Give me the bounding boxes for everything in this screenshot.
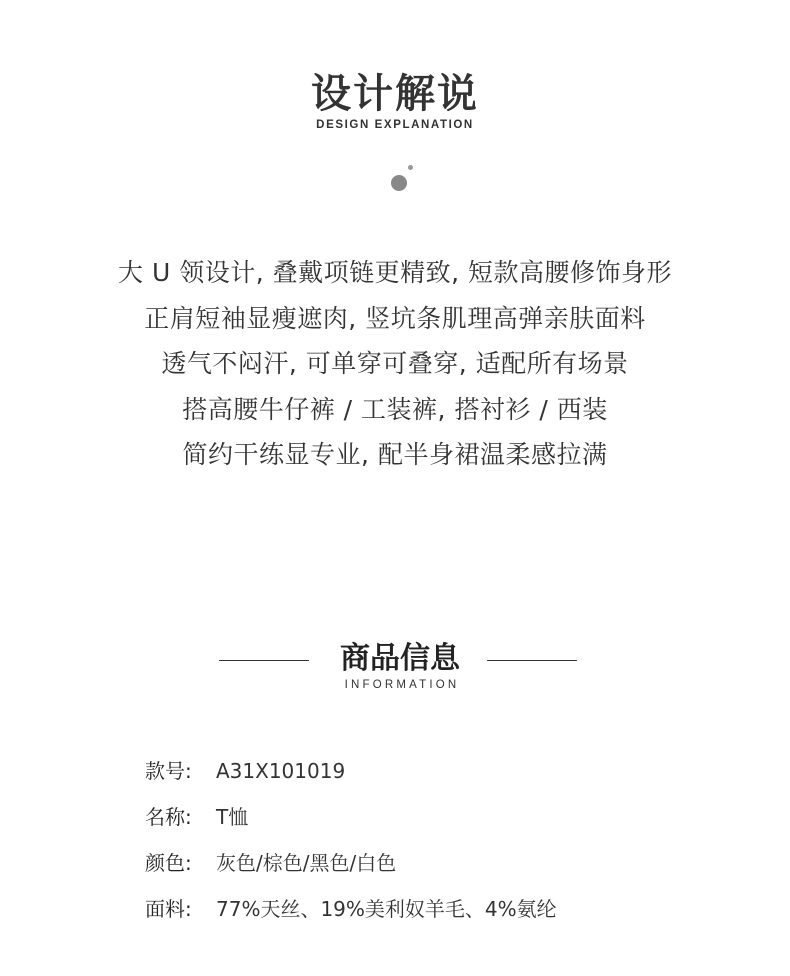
info-label: 颜色: xyxy=(145,851,192,875)
info-value: T恤 xyxy=(216,805,249,829)
decorative-dot-small xyxy=(408,165,413,170)
info-subtitle: INFORMATION xyxy=(344,679,460,691)
design-title: 设计解说 xyxy=(311,71,479,117)
description-line: 透气不闷汗, 可单穿可叠穿, 适配所有场景 xyxy=(161,349,629,378)
product-info-list xyxy=(145,748,665,932)
info-value: 灰色/棕色/黑色/白色 xyxy=(216,851,397,875)
info-row-color xyxy=(145,840,665,886)
info-label: 款号: xyxy=(145,759,192,783)
decorative-dot-large xyxy=(391,175,407,191)
info-label: 名称: xyxy=(145,805,192,829)
info-value: A31X101019 xyxy=(216,759,346,783)
info-row-fabric xyxy=(145,886,665,932)
description-line: 简约干练显专业, 配半身裙温柔感拉满 xyxy=(182,440,608,469)
info-row-name xyxy=(145,794,665,840)
info-title: 商品信息 xyxy=(340,641,460,676)
design-description xyxy=(0,250,790,478)
design-subtitle: DESIGN EXPLANATION xyxy=(316,119,474,131)
info-row-style-number xyxy=(145,748,665,794)
info-label: 面料: xyxy=(145,897,192,921)
description-line: 搭高腰牛仔裤 / 工装裤, 搭衬衫 / 西装 xyxy=(182,394,608,424)
description-line: 正肩短袖显瘦遮肉, 竖坑条肌理高弹亲肤面料 xyxy=(144,303,646,333)
description-line: 大 U 领设计, 叠戴项链更精致, 短款高腰修饰身形 xyxy=(118,258,672,287)
info-value: 77%天丝、19%美利奴羊毛、4%氨纶 xyxy=(216,897,557,921)
